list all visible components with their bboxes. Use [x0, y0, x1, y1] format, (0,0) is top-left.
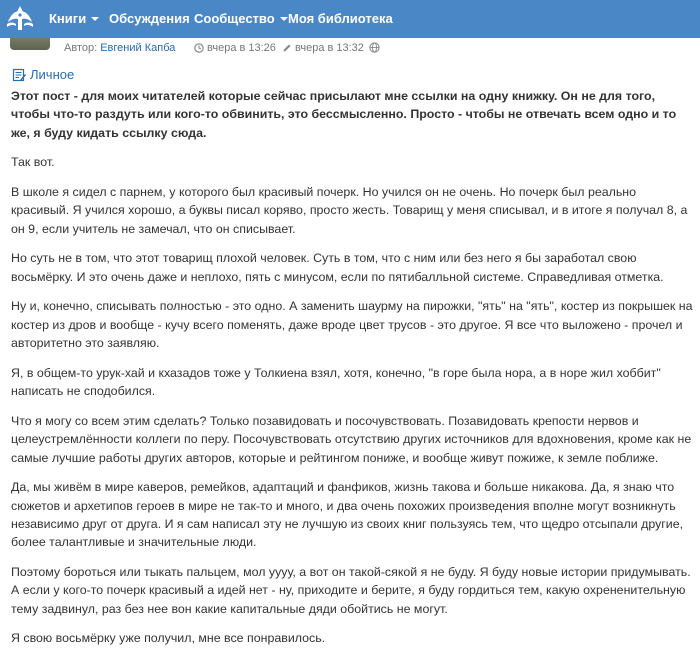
- post-paragraph: Поэтому бороться или тыкать пальцем, мол уууу, а вот он такой-сякой я не буду. Я буду новые истории придумывать. А если у кого-то почерк красивый а идей нет - ну, приходите и берите, я буду гордиться тем, какую охрененительную тему задвинул, раз без нее вон какие капитальные дяди обойтись не могут.: [11, 565, 691, 616]
- chevron-down-icon: [91, 17, 99, 21]
- post-paragraph: Ну и, конечно, списывать полностью - это одно. А заменить шаурму на пирожки, "ять" на "ять", костер из покрышек на костер из дров и вообще - кучу всего поменять, даже вроде цвет трусов - это другое. Я все что выложено - прочел и авторитетно это заявляю.: [11, 299, 693, 351]
- created-time-text: вчера в 13:26: [207, 42, 276, 54]
- post-author: [64, 40, 175, 56]
- post-created-time: [194, 40, 276, 56]
- post-paragraph: Так вот.: [11, 155, 55, 170]
- post-paragraph: Я, в общем-то урук-хай и кхазадов тоже у Толкиена взял, хотя, конечно, "в горе была нора, а в норе жил хоббит" написать не сподобился.: [11, 365, 661, 399]
- post-category[interactable]: [12, 66, 74, 84]
- nav-community[interactable]: [194, 0, 288, 38]
- nav-discussions[interactable]: [109, 0, 190, 38]
- post-paragraph: Я свою восьмёрку уже получил, мне все понравилось.: [11, 631, 326, 646]
- note-icon: [12, 68, 26, 82]
- category-label: Личное: [30, 67, 75, 82]
- post-body: [11, 87, 693, 659]
- globe-icon: [369, 42, 380, 53]
- chevron-down-icon: [280, 17, 288, 21]
- nav-my-library[interactable]: [288, 0, 393, 38]
- post-paragraph: Что я могу со всем этим сделать? Только позавидовать и посочувствовать. Позавидовать крепости нервов и целеустремлённости коллеги по перу. Посочувствовать отсутствию других источников для вдохновения, кроме как не самые лучшие работы других авторов, которые и рейтингом пониже, и вообще живут пожиже, к земле поближе.: [11, 413, 692, 465]
- post-edited-time: [282, 40, 364, 56]
- post-paragraph: Да, мы живём в мире каверов, ремейков, адаптаций и фанфиков, жизнь такова и больше никакова. Да, я знаю что сюжетов и архетипов героев в мире не так-то и много, и два очень похожих произведения вполне могут возникнуть независимо друг от друга. И я сам написал эту не лучшую из своих книг пользуясь тем, что щедро отсыпали другие, более талантливые и значительные люди.: [11, 480, 684, 550]
- nav-books[interactable]: [49, 0, 99, 38]
- post-paragraph: В школе я сидел с парнем, у которого был красивый почерк. Но учился он не очень. Но почерк был реально красивый. Я учился хорошо, а буквы писал коряво, просто жесть. Товарищ у меня списывал, и в итоге я получал 8, а он 9, если учитель не замечал, что он списывает.: [11, 185, 688, 236]
- clock-icon: [194, 43, 204, 53]
- nav-discussions-label: Обсуждения: [109, 11, 190, 26]
- top-navbar: [0, 0, 700, 38]
- visibility-indicator[interactable]: [369, 40, 383, 56]
- edited-time-text: вчера в 13:32: [295, 42, 364, 54]
- post-paragraph: Но суть не в том, что этот товарищ плохой человек. Суть в том, что с ним или без него я бы заработал свою восьмёрку. И это очень даже и неплохо, пять с минусом, если по пятибалльной системе. Справедливая отметка.: [11, 251, 664, 284]
- nav-my-library-label: Моя библиотека: [288, 11, 393, 26]
- site-logo-icon[interactable]: [4, 3, 36, 35]
- author-link[interactable]: Евгений Капба: [100, 42, 176, 54]
- nav-books-label: Книги: [49, 11, 87, 26]
- pencil-icon: [282, 43, 292, 53]
- post-paragraph-lead: Этот пост - для моих читателей которые сейчас присылают мне ссылки на одну книжку. Он не для того, чтобы что-то раздуть или кого-то обвинить, это бессмысленно. Просто - чтобы не отвечать всем одно и то же, я буду кидать ссылку сюда.: [11, 89, 677, 140]
- author-prefix: Автор:: [64, 42, 98, 54]
- nav-community-label: Сообщество: [194, 11, 275, 26]
